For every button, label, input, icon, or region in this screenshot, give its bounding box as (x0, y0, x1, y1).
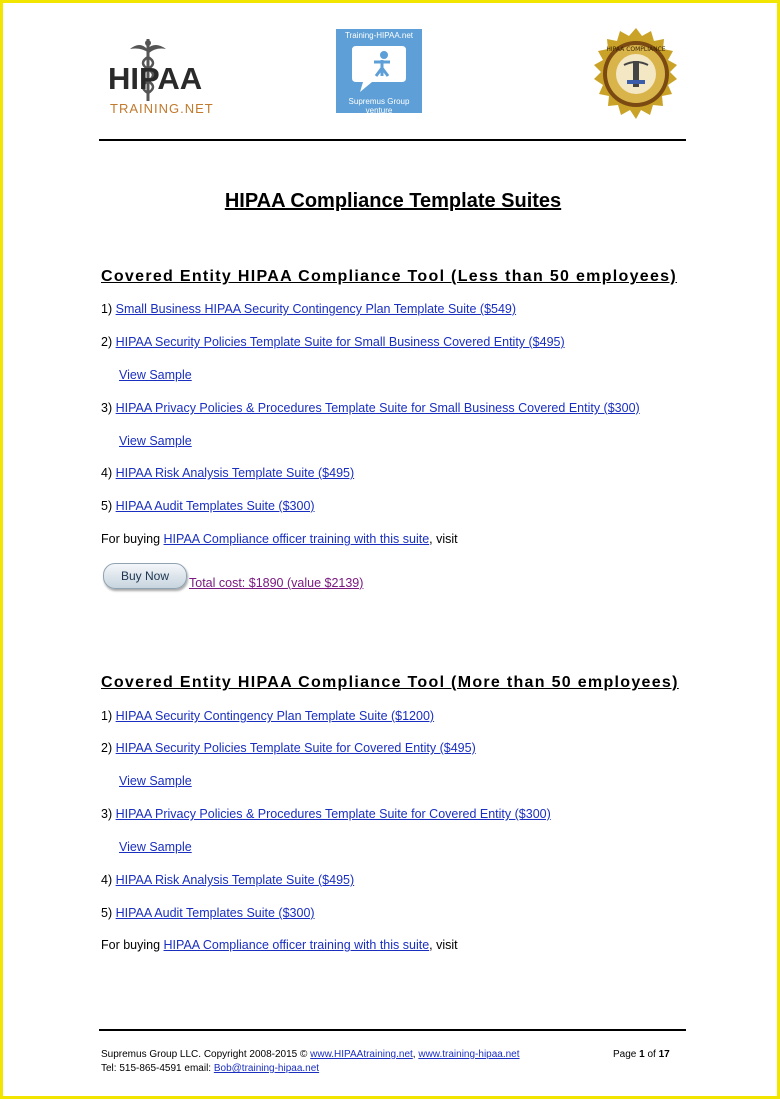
total-cost-row (189, 576, 363, 590)
small-business-privacy-policies-link[interactable]: HIPAA Privacy Policies & Procedures Template Suite for Small Business Covered Entity ($300) (115, 401, 640, 415)
header-divider (99, 139, 686, 141)
risk-analysis-link[interactable]: HIPAA Risk Analysis Template Suite ($495) (115, 466, 355, 480)
page-current: 1 (639, 1049, 645, 1060)
training-hipaa-logo[interactable] (336, 29, 422, 113)
footer-contact (101, 1063, 319, 1074)
view-sample-link[interactable]: View Sample (119, 774, 192, 788)
speech-bubble-icon (350, 42, 408, 94)
item-number: 4) (101, 466, 113, 480)
list-item (101, 906, 315, 920)
copyright-text: Supremus Group LLC. Copyright 2008-2015 © (101, 1049, 311, 1060)
page-of: of (644, 1049, 659, 1060)
security-policies-link[interactable]: HIPAA Security Policies Template Suite for Covered Entity ($495) (115, 741, 476, 755)
item-number: 3) (101, 401, 113, 415)
tel-text: Tel: 515-865-4591 email: (101, 1063, 214, 1074)
hipaa-training-logo[interactable] (108, 37, 213, 121)
small-business-contingency-plan-link[interactable]: Small Business HIPAA Security Contingency Plan Template Suite ($549) (115, 302, 517, 316)
compliance-seal-icon (589, 27, 683, 121)
venture-text: venture (365, 106, 393, 115)
list-item (101, 335, 565, 349)
supremus-group-text: Supremus Group (348, 97, 410, 106)
hipaa-compliance-seal[interactable] (589, 27, 683, 126)
list-item (101, 807, 551, 821)
section-heading-large-entity: Covered Entity HIPAA Compliance Tool (More than 50 employees) (101, 674, 679, 691)
audit-templates-link[interactable]: HIPAA Audit Templates Suite ($300) (115, 499, 315, 513)
buying-suffix: , visit (429, 532, 458, 546)
view-sample-row (119, 774, 192, 788)
hipaa-brand-text: HIPAA (108, 61, 203, 96)
view-sample-row (119, 434, 192, 448)
link-separator: , (412, 1049, 419, 1060)
section-heading-small-entity: Covered Entity HIPAA Compliance Tool (Less than 50 employees) (101, 268, 678, 285)
view-sample-row (119, 840, 192, 854)
buying-training-line (101, 532, 458, 546)
total-cost-link[interactable]: Total cost: $1890 (value $2139) (189, 576, 364, 590)
list-item (101, 401, 640, 415)
item-number: 5) (101, 499, 113, 513)
page-title: HIPAA Compliance Template Suites (224, 190, 562, 212)
list-item (101, 709, 434, 723)
buy-now-button[interactable]: Buy Now (103, 563, 187, 589)
view-sample-row (119, 368, 192, 382)
training-hipaa-link[interactable]: www.training-hipaa.net (418, 1049, 520, 1060)
training-hipaa-logo-bottom (336, 97, 422, 115)
list-item (101, 466, 354, 480)
page-word: Page (613, 1049, 640, 1060)
item-number: 1) (101, 302, 113, 316)
footer-copyright (101, 1049, 520, 1060)
small-business-security-policies-link[interactable]: HIPAA Security Policies Template Suite for Small Business Covered Entity ($495) (115, 335, 565, 349)
risk-analysis-link[interactable]: HIPAA Risk Analysis Template Suite ($495) (115, 873, 355, 887)
contingency-plan-link[interactable]: HIPAA Security Contingency Plan Template Suite ($1200) (115, 709, 435, 723)
hipaatraining-link[interactable]: www.HIPAAtraining.net (310, 1049, 413, 1060)
compliance-officer-training-link[interactable]: HIPAA Compliance officer training with this suite (163, 938, 430, 952)
training-net-text: TRAINING.NET (110, 101, 214, 116)
footer-divider (99, 1029, 686, 1031)
email-link[interactable]: Bob@training-hipaa.net (213, 1063, 320, 1074)
item-number: 5) (101, 906, 113, 920)
buying-suffix: , visit (429, 938, 458, 952)
list-item (101, 873, 354, 887)
item-number: 2) (101, 741, 113, 755)
item-number: 2) (101, 335, 113, 349)
list-item (101, 499, 315, 513)
privacy-policies-link[interactable]: HIPAA Privacy Policies & Procedures Template Suite for Covered Entity ($300) (115, 807, 551, 821)
buying-prefix: For buying (101, 938, 164, 952)
view-sample-link[interactable]: View Sample (119, 368, 192, 382)
training-hipaa-logo-top: Training-HIPAA.net (344, 31, 414, 40)
compliance-officer-training-link[interactable]: HIPAA Compliance officer training with this suite (163, 532, 430, 546)
item-number: 4) (101, 873, 113, 887)
buying-prefix: For buying (101, 532, 164, 546)
item-number: 3) (101, 807, 113, 821)
list-item (101, 302, 516, 316)
list-item (101, 741, 476, 755)
view-sample-link[interactable]: View Sample (119, 434, 192, 448)
buying-training-line (101, 938, 458, 952)
seal-text: HIPAA COMPLIANCE (606, 46, 666, 53)
page-total: 17 (658, 1049, 670, 1060)
page-number (613, 1049, 670, 1060)
item-number: 1) (101, 709, 113, 723)
header-logos (3, 3, 777, 133)
view-sample-link[interactable]: View Sample (119, 840, 192, 854)
audit-templates-link[interactable]: HIPAA Audit Templates Suite ($300) (115, 906, 315, 920)
